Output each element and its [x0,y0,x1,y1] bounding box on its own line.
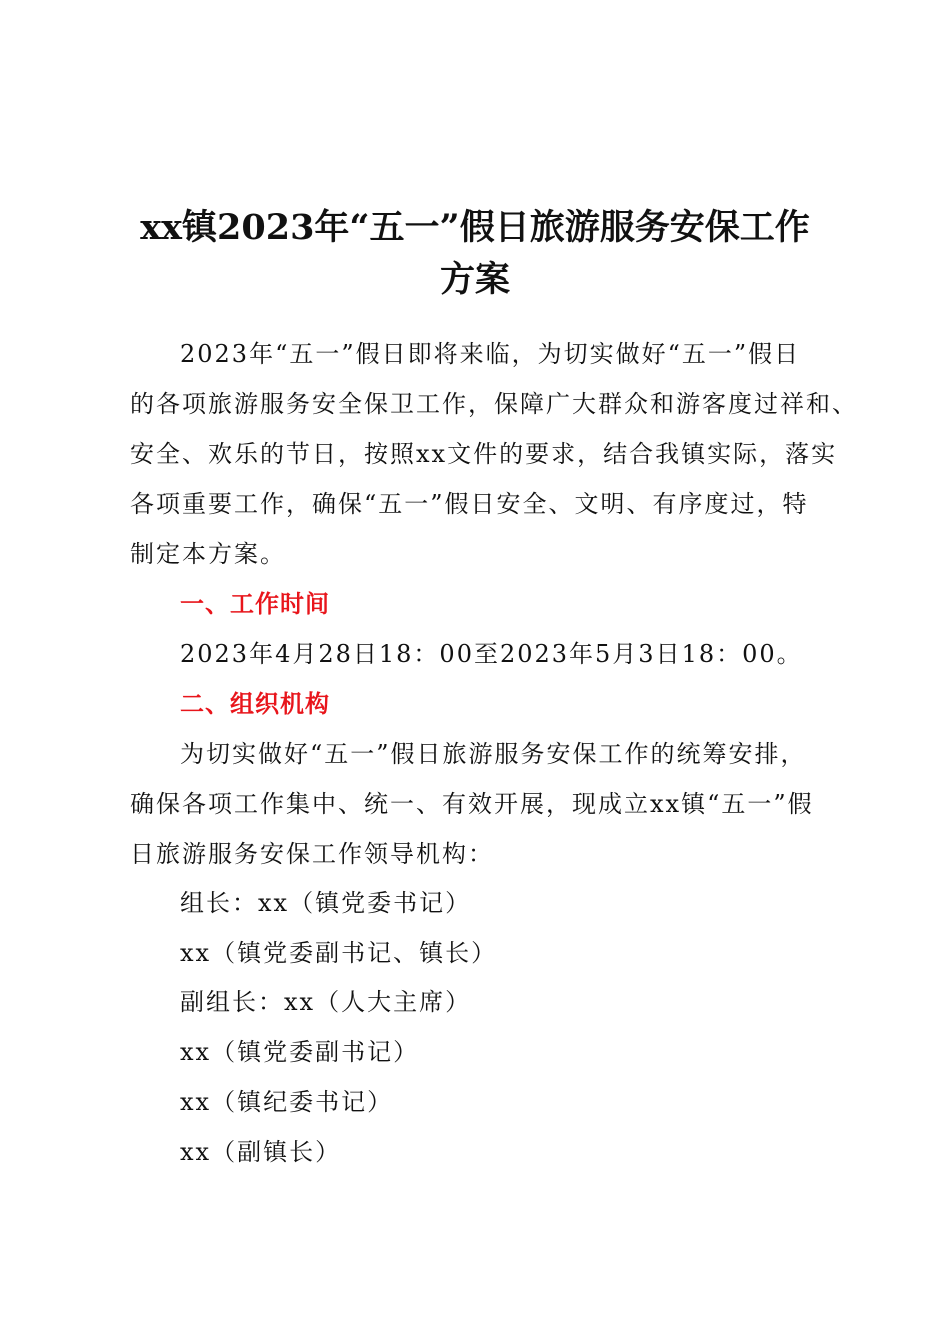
member-deputy-3: xx（镇纪委书记） [180,1088,394,1116]
document-title-line-2: 方案 [439,259,510,300]
work-time-text: 2023年4月28日18：00至2023年5月3日18：00。 [180,640,803,668]
document-title-line-1: xx镇2023年“五一”假日旅游服务安保工作 [140,207,810,248]
member-leader: 组长：xx（镇党委书记） [180,889,472,917]
intro-line-4: 各项重要工作，确保“五一”假日安全、文明、有序度过，特 [130,490,809,518]
member-deputy-2: xx（镇党委副书记） [180,1038,420,1066]
intro-line-3: 安全、欢乐的节日，按照xx文件的要求，结合我镇实际，落实 [130,440,838,468]
intro-line-1: 2023年“五一”假日即将来临，为切实做好“五一”假日 [180,340,801,368]
member-deputy-leader: 副组长：xx（人大主席） [180,988,472,1016]
section-heading-organization: 二、组织机构 [180,690,330,718]
member-leader-2: xx（镇党委副书记、镇长） [180,939,498,967]
member-deputy-4: xx（副镇长） [180,1138,342,1166]
organization-line-2: 确保各项工作集中、统一、有效开展，现成立xx镇“五一”假 [130,790,814,818]
intro-line-5: 制定本方案。 [130,540,286,568]
section-heading-work-time: 一、工作时间 [180,590,330,618]
organization-line-3: 日旅游服务安保工作领导机构： [130,840,494,868]
intro-line-2: 的各项旅游服务安全保卫工作，保障广大群众和游客度过祥和、 [130,390,858,418]
organization-line-1: 为切实做好“五一”假日旅游服务安保工作的统筹安排， [180,740,807,768]
